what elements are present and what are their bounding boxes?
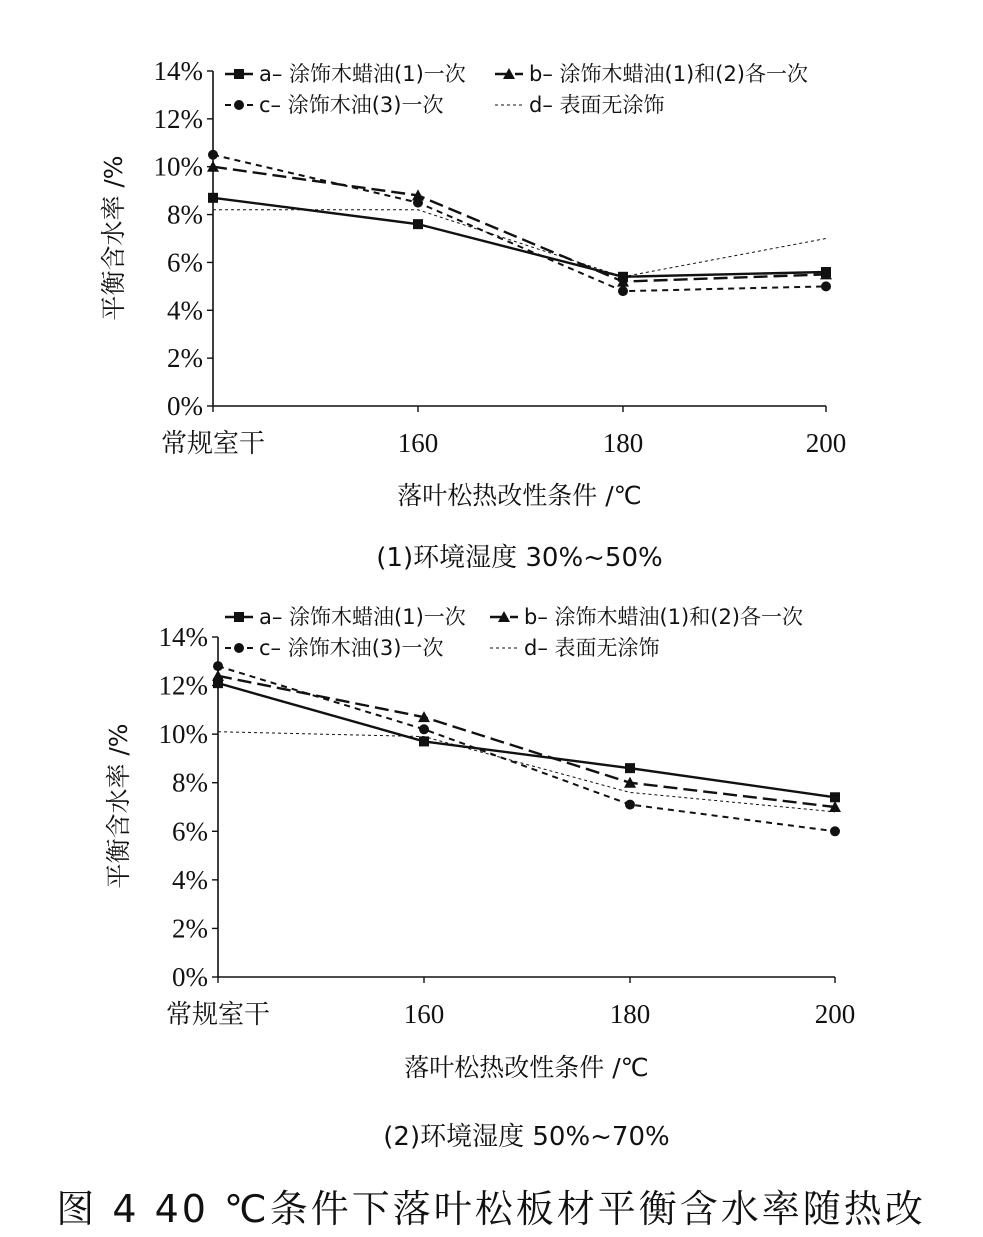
y-tick-label: 6%: [167, 247, 203, 278]
x-tick-label: 180: [602, 428, 644, 458]
data-point: [625, 800, 635, 810]
series-d: [213, 210, 826, 277]
legend-label: b– 涂饰木蜡油(1)和(2)各一次: [529, 62, 808, 86]
legend-label: c– 涂饰木油(3)一次: [259, 636, 444, 660]
x-tick-label: 160: [403, 999, 445, 1029]
data-point: [419, 724, 429, 734]
legend-marker: [234, 100, 244, 110]
series-b: [212, 670, 841, 812]
legend-marker: [234, 643, 244, 653]
y-tick-label: 14%: [158, 622, 208, 652]
legend-entry-d: [495, 93, 665, 117]
y-tick-label: 8%: [172, 767, 208, 798]
legend-marker: [234, 612, 244, 622]
x-tick-label: 常规室干: [160, 429, 266, 459]
data-point: [413, 198, 423, 208]
series-line: [213, 155, 826, 291]
chart-humidity-30-50: [99, 56, 846, 573]
y-tick-label: 8%: [167, 199, 203, 230]
legend-entry-b: [490, 605, 803, 629]
x-tick-label: 160: [397, 428, 439, 458]
series-line: [218, 676, 835, 807]
data-point: [830, 792, 840, 802]
legend-label: a– 涂饰木蜡油(1)一次: [259, 62, 466, 86]
data-point: [212, 670, 224, 681]
series-a: [208, 193, 831, 282]
series-line: [213, 167, 826, 282]
y-tick-label: 4%: [172, 864, 208, 895]
x-tick-label: 180: [609, 999, 651, 1029]
legend-label: a– 涂饰木蜡油(1)一次: [259, 605, 466, 629]
x-tick-label: 200: [814, 999, 856, 1029]
subfigure-caption: (1)环境湿度 30%~50%: [376, 543, 663, 573]
y-tick-label: 0%: [172, 962, 208, 992]
y-tick-label: 12%: [153, 103, 203, 134]
x-tick-label: 200: [805, 428, 847, 458]
y-tick-label: 4%: [167, 295, 203, 326]
data-point: [213, 661, 223, 671]
data-point: [618, 286, 628, 296]
figure-caption: 图 4 40 ℃条件下落叶松板材平衡含水率随热改: [56, 1187, 926, 1231]
y-axis-title: 平衡含水率 /%: [104, 723, 133, 889]
y-tick-label: 0%: [167, 391, 203, 421]
legend-entry-c: [225, 636, 443, 660]
legend-label: d– 表面无涂饰: [524, 636, 660, 660]
legend-entry-b: [495, 62, 808, 86]
series-d: [218, 732, 835, 812]
series-line: [218, 666, 835, 831]
y-tick-label: 2%: [172, 913, 208, 944]
series-c: [213, 661, 840, 836]
y-tick-label: 10%: [153, 151, 203, 182]
y-tick-label: 12%: [158, 670, 208, 701]
x-axis-title: 落叶松热改性条件 /℃: [404, 1053, 649, 1082]
legend-entry-d: [490, 636, 660, 660]
data-point: [625, 763, 635, 773]
legend-label: b– 涂饰木蜡油(1)和(2)各一次: [524, 605, 803, 629]
legend-marker: [234, 69, 244, 79]
x-axis-title: 落叶松热改性条件 /℃: [397, 481, 642, 510]
legend-entry-a: [225, 62, 466, 86]
data-point: [208, 150, 218, 160]
legend-label: d– 表面无涂饰: [529, 93, 665, 117]
subfigure-caption: (2)环境湿度 50%~70%: [383, 1122, 670, 1152]
y-tick-label: 2%: [167, 343, 203, 374]
series-line: [218, 732, 835, 812]
y-tick-label: 14%: [153, 56, 203, 86]
chart-humidity-50-70: [104, 605, 855, 1152]
series-a: [213, 678, 840, 802]
series-b: [207, 161, 832, 287]
data-point: [821, 281, 831, 291]
y-axis-title: 平衡含水率 /%: [99, 155, 128, 321]
series-line: [218, 683, 835, 797]
y-tick-label: 10%: [158, 719, 208, 750]
data-point: [419, 736, 429, 746]
data-point: [413, 219, 423, 229]
legend-entry-a: [225, 605, 466, 629]
legend-label: c– 涂饰木油(3)一次: [259, 93, 444, 117]
y-tick-label: 6%: [172, 816, 208, 847]
legend-entry-c: [225, 93, 443, 117]
series-line: [213, 210, 826, 277]
data-point: [830, 826, 840, 836]
data-point: [208, 193, 218, 203]
x-tick-label: 常规室干: [165, 1000, 271, 1030]
